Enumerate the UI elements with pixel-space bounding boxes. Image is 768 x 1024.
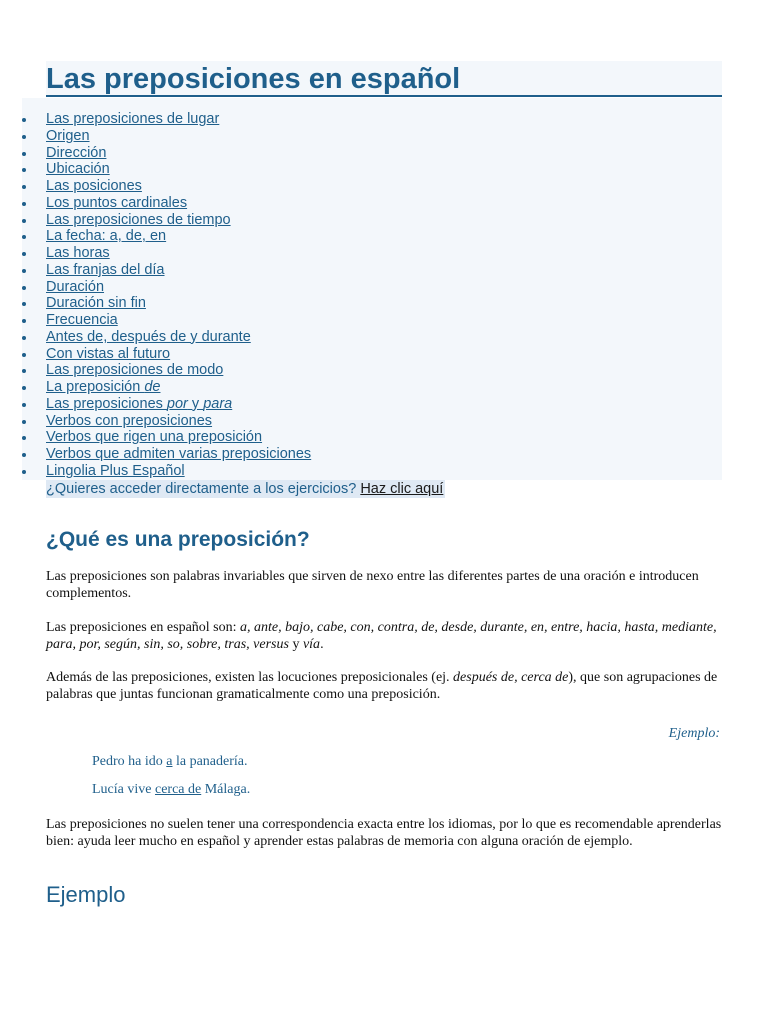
toc-link-text: por (166, 395, 188, 412)
toc-item (22, 312, 311, 329)
example-1-after: la panadería. (172, 754, 248, 769)
toc-link[interactable] (46, 379, 160, 395)
locutions-text-b: ), que son agrupaciones de palabras que juntas funcionan gramaticalmente como una preposición. (46, 670, 718, 702)
toc-link-text: Las preposiciones (46, 395, 167, 412)
exercises-question: ¿Quieres acceder directamente a los ejercicios? (46, 481, 357, 497)
toc-link-text: Las posiciones (46, 178, 142, 194)
toc-link-text: Con vistas al futuro (46, 345, 171, 362)
toc-link[interactable] (46, 145, 106, 161)
toc-link-text: y (187, 395, 204, 412)
toc-link-text: Los puntos cardinales (46, 194, 188, 211)
toc-item (22, 245, 311, 262)
list-end: . (320, 637, 324, 652)
toc-link[interactable] (46, 362, 223, 378)
toc-item (22, 429, 311, 446)
toc-item (22, 346, 311, 363)
bullet-icon (22, 135, 26, 139)
toc-link[interactable] (46, 396, 232, 412)
toc-link-text: Verbos con preposiciones (46, 412, 213, 429)
exercises-callout (46, 480, 445, 498)
bullet-icon (22, 336, 26, 340)
exercises-link[interactable]: Haz clic aquí (360, 481, 444, 497)
bullet-icon (22, 369, 26, 373)
toc-link[interactable] (46, 463, 185, 479)
toc-link-text: Las franjas del día (46, 261, 165, 278)
example-2-after: Málaga. (201, 782, 251, 797)
locutions-paragraph (46, 669, 722, 703)
example-1-before: Pedro ha ido (92, 754, 167, 769)
toc-item (22, 212, 311, 229)
toc-link-text: Las preposiciones de modo (46, 362, 224, 379)
bullet-icon (22, 185, 26, 189)
toc-item (22, 463, 311, 480)
list-joiner: y (288, 637, 303, 652)
toc-link-text: Origen (46, 127, 90, 144)
bullet-icon (22, 436, 26, 440)
toc-link[interactable] (46, 111, 219, 127)
bullet-icon (22, 302, 26, 306)
toc-link[interactable] (46, 329, 251, 345)
toc-item (22, 413, 311, 430)
bullet-icon (22, 470, 26, 474)
toc-link[interactable] (46, 195, 187, 211)
toc-link[interactable] (46, 245, 110, 261)
toc-link-text: Verbos que admiten varias preposiciones (46, 446, 312, 462)
toc-item (22, 446, 311, 463)
toc-item (22, 279, 311, 296)
toc-link-text: para (203, 395, 233, 412)
prepositions-list-paragraph (46, 619, 722, 653)
toc-link-text: Lingolia Plus Español (46, 462, 185, 479)
bullet-icon (22, 269, 26, 273)
toc-link[interactable] (46, 178, 142, 194)
section-heading: ¿Qué es una preposición? (46, 528, 310, 551)
toc-item (22, 128, 311, 145)
toc-link[interactable] (46, 228, 166, 244)
toc-link-text: Antes de, después de y durante (46, 328, 251, 345)
example-sentence-1 (92, 754, 248, 770)
toc-item (22, 396, 311, 413)
example-sentence-2 (92, 782, 250, 798)
toc-link-text: Verbos que rigen una preposición (46, 429, 263, 446)
bullet-icon (22, 403, 26, 407)
toc-link[interactable] (46, 413, 212, 429)
toc-link[interactable] (46, 161, 110, 177)
toc-link[interactable] (46, 295, 146, 311)
toc-item (22, 161, 311, 178)
toc-link-text: La preposición (46, 379, 145, 395)
intro-paragraph: Las preposiciones son palabras invariables que sirven de nexo entre las diferentes partes de una oración e introducen complementos. (46, 569, 699, 601)
toc-link[interactable] (46, 262, 165, 278)
toc-item (22, 362, 311, 379)
bullet-icon (22, 286, 26, 290)
toc-item (22, 262, 311, 279)
example-2-preposition: cerca de (154, 782, 202, 797)
bullet-icon (22, 386, 26, 390)
example-2-before: Lucía vive (92, 782, 155, 797)
toc-item (22, 195, 311, 212)
toc-link[interactable] (46, 446, 311, 462)
toc-link-text: Ubicación (46, 161, 110, 178)
example-label: Ejemplo: (668, 726, 720, 741)
bullet-icon (22, 152, 26, 156)
bullet-icon (22, 202, 26, 206)
page-title: Las preposiciones en español (46, 63, 461, 95)
toc-item (22, 111, 311, 128)
bullet-icon (22, 252, 26, 256)
toc-link-text: La fecha: a, de, en (46, 228, 167, 245)
toc-link[interactable] (46, 128, 90, 144)
bullet-icon (22, 453, 26, 457)
advice-paragraph: Las preposiciones no suelen tener una correspondencia exacta entre los idiomas, por lo que es recomendable aprenderlas bien: ayuda leer mucho en español y aprender estas palabras de memoria con alguna oración de ejemplo. (46, 817, 722, 849)
toc-link[interactable] (46, 212, 231, 228)
example-subheading: Ejemplo (46, 882, 126, 907)
toc-link-text: Duración sin fin (46, 295, 146, 312)
bullet-icon (22, 168, 26, 172)
toc-item (22, 295, 311, 312)
list-intro: Las preposiciones en español son: (46, 620, 241, 635)
toc-link-text: Frecuencia (46, 312, 118, 328)
locutions-examples: después de, cerca de (453, 670, 569, 685)
toc-link-text: Las horas (46, 245, 110, 261)
toc-link[interactable] (46, 279, 104, 295)
toc-item (22, 178, 311, 195)
toc-item (22, 379, 311, 396)
toc-link-text: Las preposiciones de tiempo (46, 211, 231, 228)
toc-link-text: Duración (46, 278, 105, 295)
bullet-icon (22, 118, 26, 122)
last-preposition: vía (302, 637, 321, 652)
bullet-icon (22, 353, 26, 357)
bullet-icon (22, 235, 26, 239)
toc-link-text: Las preposiciones de lugar (46, 111, 220, 127)
toc-link-text: Dirección (46, 144, 107, 161)
table-of-contents (22, 111, 311, 480)
toc-item (22, 145, 311, 162)
toc-link[interactable] (46, 429, 262, 445)
toc-link[interactable] (46, 312, 118, 328)
toc-link-text: de (144, 379, 161, 395)
bullet-icon (22, 219, 26, 223)
example-1-preposition: a (166, 754, 173, 769)
prepositions-list: a, ante, bajo, cabe, con, contra, de, desde, durante, en, entre, hacia, hasta, mediante, para, por, según, sin, so, sobre, tras, versus (46, 620, 717, 652)
toc-item (22, 329, 311, 346)
toc-item (22, 228, 311, 245)
locutions-text-a: Además de las preposiciones, existen las locuciones preposicionales (ej. (46, 670, 454, 685)
toc-link[interactable] (46, 346, 170, 362)
bullet-icon (22, 319, 26, 323)
bullet-icon (22, 420, 26, 424)
